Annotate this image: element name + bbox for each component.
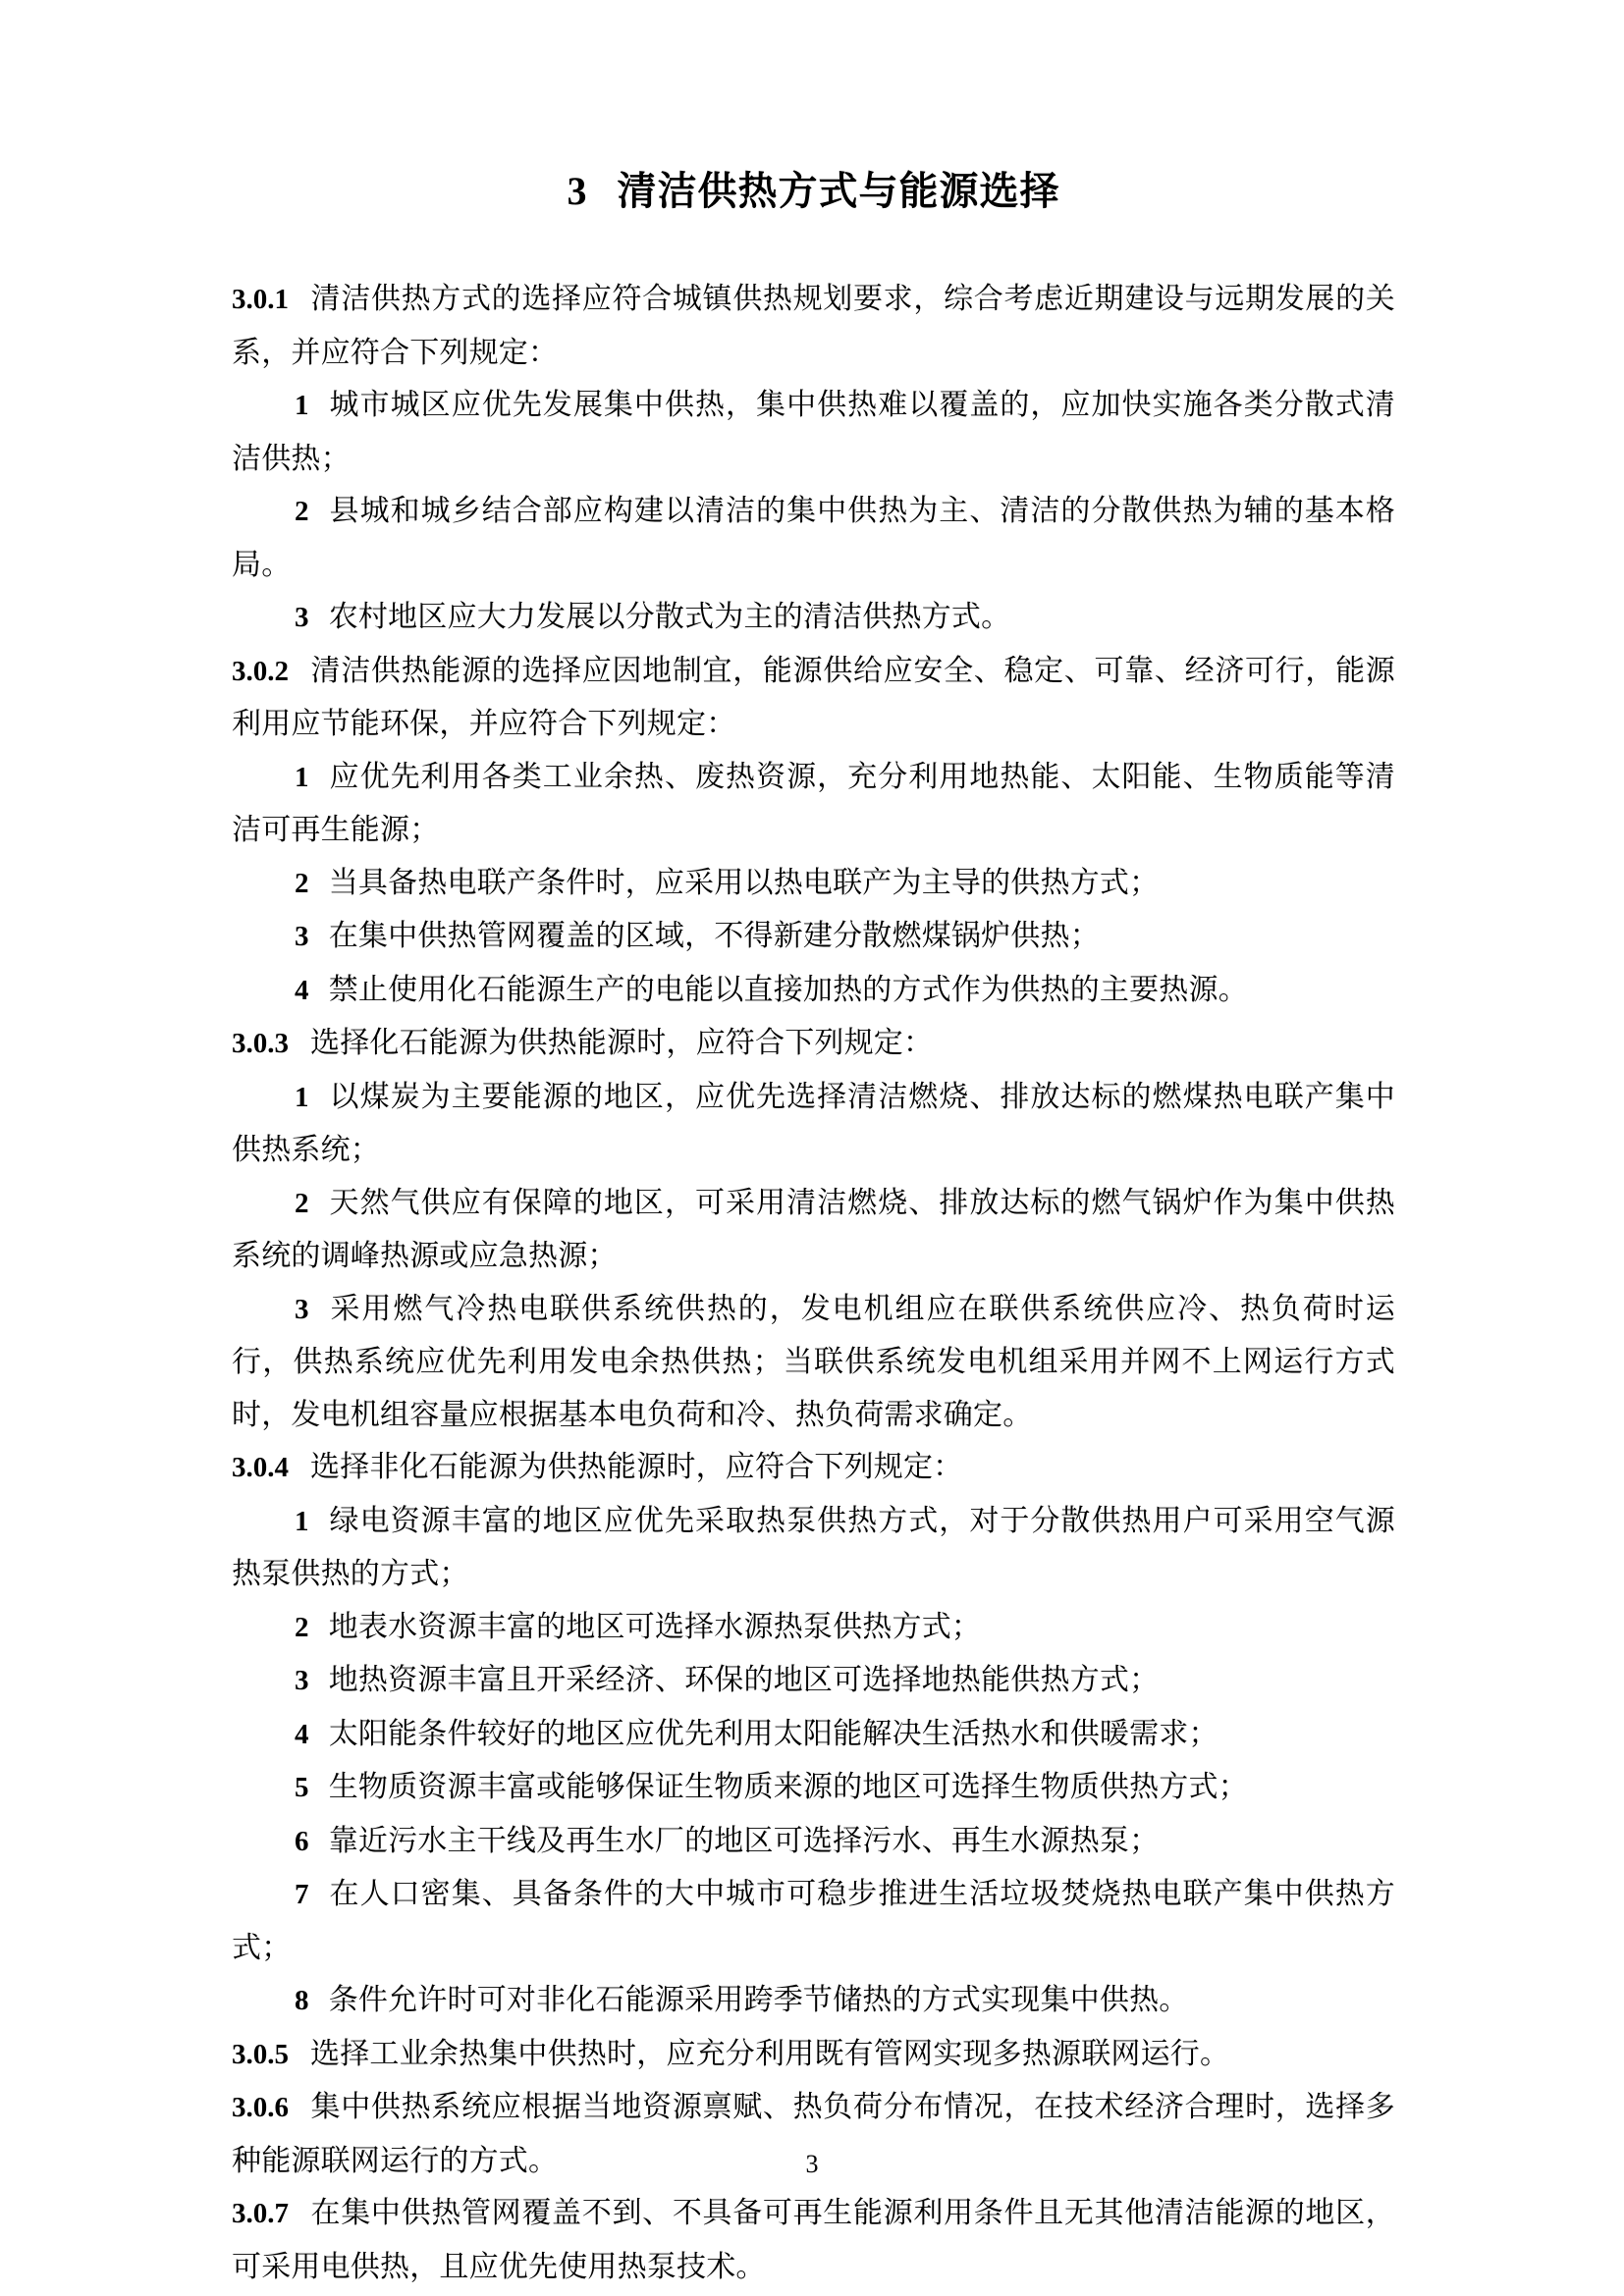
clause-paragraph [232,645,1395,751]
clause-item-number: 2 [295,1187,309,1219]
clause-item [232,1654,1395,1708]
clause-text: 清洁供热能源的选择应因地制宜，能源供给应安全、稳定、可靠、经济可行，能源利用应节能环保，并应符合下列规定： [232,654,1395,740]
clause-item-text: 在人口密集、具备条件的大中城市可稳步推进生活垃圾焚烧热电联产集中供热方式； [232,1878,1395,1964]
clause-item-text: 太阳能条件较好的地区应优先利用太阳能解决生活热水和供暖需求； [328,1717,1218,1750]
clause-item [232,1495,1395,1601]
clause-text: 在集中供热管网覆盖不到、不具备可再生能源利用条件且无其他清洁能源的地区，可采用电供热，且应优先使用热泵技术。 [232,2197,1395,2283]
clause-item [232,910,1395,964]
clause-item-number: 2 [295,867,309,899]
clause-item-number: 3 [295,1665,309,1696]
page-content [232,167,1395,2293]
clause-item-number: 5 [295,1772,309,1803]
clause-item-number: 4 [295,1718,309,1750]
clause-item [232,1761,1395,1815]
clause-item-text: 天然气供应有保障的地区，可采用清洁燃烧、排放达标的燃气锅炉作为集中供热系统的调峰热源或应急热源； [232,1186,1395,1272]
clause-text: 清洁供热方式的选择应符合城镇供热规划要求，综合考虑近期建设与远期发展的关系，并应符合下列规定： [232,283,1395,369]
clause-paragraph [232,1017,1395,1071]
clause-item [232,1708,1395,1762]
clause-item [232,591,1395,645]
clause-item-number: 3 [295,602,309,633]
page-title-text: 清洁供热方式与能源选择 [617,169,1060,213]
page-title-number: 3 [567,169,588,213]
clause-item-text: 农村地区应大力发展以分散式为主的清洁供热方式。 [328,601,1011,633]
clause-text: 选择非化石能源为供热能源时，应符合下列规定： [310,1451,963,1483]
clause-item [232,1071,1395,1177]
clause-item-text: 以煤炭为主要能源的地区，应优先选择清洁燃烧、排放达标的燃煤热电联产集中供热系统； [232,1080,1395,1166]
clause-item-number: 6 [295,1825,309,1857]
clause-item-number: 8 [295,1985,309,2016]
clause-item-number: 2 [295,1611,309,1643]
clause-item-text: 当具备热电联产条件时，应采用以热电联产为主导的供热方式； [328,866,1160,899]
clause-item [232,1815,1395,1869]
clause-item [232,1177,1395,1283]
clause-item-text: 应优先利用各类工业余热、废热资源，充分利用地热能、太阳能、生物质能等清洁可再生能源； [232,760,1395,846]
clause-item [232,485,1395,591]
clause-item-number: 3 [295,921,309,952]
clause-item [232,751,1395,857]
clause-item-number: 7 [295,1879,309,1910]
clause-item [232,379,1395,485]
clause-number: 3.0.4 [232,1452,289,1483]
clause-list [232,273,1395,2293]
clause-item-text: 城市城区应优先发展集中供热，集中供热难以覆盖的，应加快实施各类分散式清洁供热； [232,389,1395,475]
clause-item [232,857,1395,911]
clause-item-text: 在集中供热管网覆盖的区域，不得新建分散燃煤锅炉供热； [328,920,1100,952]
clause-paragraph [232,2187,1395,2293]
clause-paragraph [232,2028,1395,2082]
clause-item-number: 4 [295,974,309,1006]
clause-item-text: 县城和城乡结合部应构建以清洁的集中供热为主、清洁的分散供热为辅的基本格局。 [232,495,1395,581]
clause-item-number: 3 [295,1293,309,1325]
clause-number: 3.0.2 [232,655,289,687]
clause-item-text: 靠近污水主干线及再生水厂的地区可选择污水、再生水源热泵； [328,1824,1160,1857]
clause-paragraph [232,1441,1395,1495]
clause-item [232,1974,1395,2028]
clause-item [232,1868,1395,1974]
clause-item-number: 1 [295,761,309,793]
clause-item-text: 绿电资源丰富的地区应优先采取热泵供热方式，对于分散供热用户可采用空气源热泵供热的方式； [232,1504,1395,1590]
clause-text: 选择化石能源为供热能源时，应符合下列规定： [310,1027,934,1059]
clause-item [232,1601,1395,1655]
clause-paragraph [232,273,1395,379]
clause-item-text: 禁止使用化石能源生产的电能以直接加热的方式作为供热的主要热源。 [328,973,1248,1006]
clause-item-text: 条件允许时可对非化石能源采用跨季节储热的方式实现集中供热。 [328,1984,1189,2016]
clause-number: 3.0.3 [232,1028,289,1059]
clause-item-text: 地热资源丰富且开采经济、环保的地区可选择地热能供热方式； [328,1664,1160,1696]
clause-number: 3.0.6 [232,2092,289,2123]
clause-item-text: 生物质资源丰富或能够保证生物质来源的地区可选择生物质供热方式； [328,1771,1248,1803]
clause-text: 选择工业余热集中供热时，应充分利用既有管网实现多热源联网运行。 [310,2037,1230,2070]
page-number: 3 [805,2150,819,2178]
clause-item [232,1283,1395,1442]
clause-item-number: 1 [295,1081,309,1113]
clause-number: 3.0.7 [232,2198,289,2229]
clause-text: 集中供热系统应根据当地资源禀赋、热负荷分布情况，在技术经济合理时，选择多种能源联网运行的方式。 [232,2091,1395,2177]
clause-item-text: 采用燃气冷热电联供系统供热的，发电机组应在联供系统供应冷、热负荷时运行，供热系统应优先利用发电余热供热；当联供系统发电机组采用并网不上网运行方式时，发电机组容量应根据基本电负荷和冷、热负荷需求确定。 [232,1292,1395,1431]
clause-item [232,964,1395,1018]
clause-item-text: 地表水资源丰富的地区可选择水源热泵供热方式； [328,1610,982,1643]
clause-item-number: 1 [295,390,309,421]
page-title [232,167,1395,216]
clause-item-number: 1 [295,1505,309,1537]
clause-item-number: 2 [295,496,309,527]
clause-number: 3.0.1 [232,284,289,315]
clause-number: 3.0.5 [232,2038,289,2070]
